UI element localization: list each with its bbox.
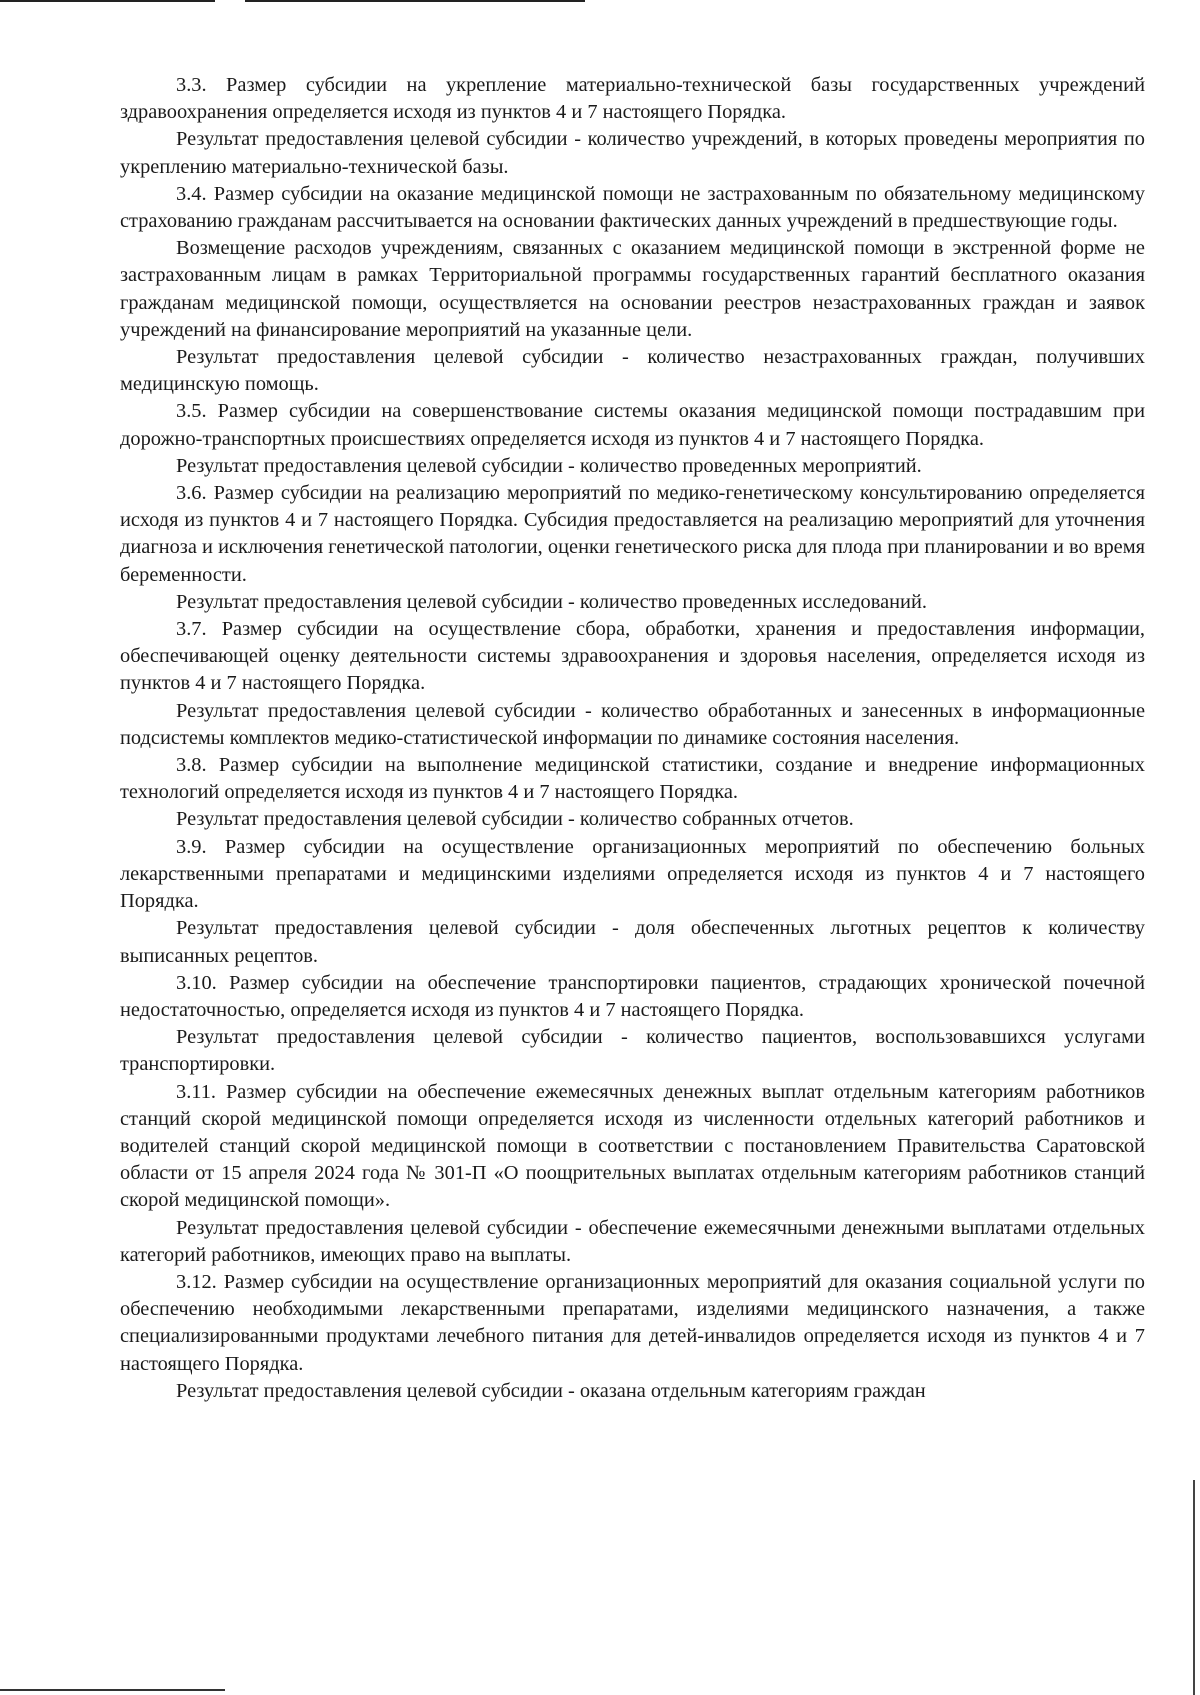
paragraph-3-3: 3.3. Размер субсидии на укрепление материально-технической базы государственных учреждений здравоохранения определяется исходя из пунктов 4 и 7 настоящего Порядка. bbox=[120, 74, 1145, 124]
paragraph-3-5-result: Результат предоставления целевой субсидии - количество проведенных мероприятий. bbox=[176, 454, 922, 477]
paragraph-3-11: 3.11. Размер субсидии на обеспечение ежемесячных денежных выплат отдельным категориям работников станций скорой медицинской помощи определяется исходя из численности отдельных категорий работников и водителей станций скорой медицинской помощи в соответствии с постановлением Правительства Саратовской области от 15 апреля 2024 года № 301-П «О поощрительных выплатах отдельным категориям работников станций скорой медицинской помощи». bbox=[120, 1080, 1145, 1212]
paragraph-3-9-result: Результат предоставления целевой субсидии - доля обеспеченных льготных рецептов к количеству выписанных рецептов. bbox=[120, 917, 1145, 967]
paragraph-3-12: 3.12. Размер субсидии на осуществление организационных мероприятий для оказания социальной услуги по обеспечению необходимыми лекарственными препаратами, изделиями медицинского назначения, а также специализированными продуктами лечебного питания для детей-инвалидов определяется исходя из пунктов 4 и 7 настоящего Порядка. bbox=[120, 1270, 1145, 1375]
paragraph-3-6-result: Результат предоставления целевой субсидии - количество проведенных исследований. bbox=[176, 590, 927, 613]
paragraph-3-8-result: Результат предоставления целевой субсидии - количество собранных отчетов. bbox=[176, 808, 854, 831]
paragraph-3-10: 3.10. Размер субсидии на обеспечение транспортировки пациентов, страдающих хронической почечной недостаточностью, определяется исходя из пунктов 4 и 7 настоящего Порядка. bbox=[120, 971, 1145, 1021]
document-page bbox=[120, 72, 1145, 1405]
paragraph-3-9: 3.9. Размер субсидии на осуществление организационных мероприятий по обеспечению больных лекарственными препаратами и медицинскими изделиями определяется исходя из пунктов 4 и 7 настоящего Порядка. bbox=[120, 835, 1145, 913]
paragraph-3-6: 3.6. Размер субсидии на реализацию мероприятий по медико-генетическому консультированию определяется исходя из пунктов 4 и 7 настоящего Порядка. Субсидия предоставляется на реализацию мероприятий для уточнения диагноза и исключения генетической патологии, оценки генетического риска для плода при планировании и во время беременности. bbox=[120, 482, 1145, 586]
paragraph-3-11-result: Результат предоставления целевой субсидии - обеспечение ежемесячными денежными выплатами отдельных категорий работников, имеющих право на выплаты. bbox=[120, 1216, 1145, 1266]
paragraph-3-12-result: Результат предоставления целевой субсидии - оказана отдельным категориям граждан bbox=[176, 1379, 926, 1402]
paragraph-3-10-result: Результат предоставления целевой субсидии - количество пациентов, воспользовавшихся услугами транспортировки. bbox=[120, 1026, 1145, 1076]
paragraph-3-7-result: Результат предоставления целевой субсидии - количество обработанных и занесенных в информационные подсистемы комплектов медико-статистической информации по динамике состояния населения. bbox=[120, 699, 1145, 749]
scan-artifact-right-line bbox=[1193, 1480, 1195, 1695]
scan-artifact-top-line bbox=[245, 0, 585, 2]
scan-artifact-bottom-line bbox=[0, 1689, 225, 1691]
paragraph-3-4-result: Результат предоставления целевой субсидии - количество незастрахованных граждан, получивших медицинскую помощь. bbox=[120, 346, 1145, 396]
paragraph-3-5: 3.5. Размер субсидии на совершенствование системы оказания медицинской помощи пострадавшим при дорожно-транспортных происшествиях определяется исходя из пунктов 4 и 7 настоящего Порядка. bbox=[120, 400, 1145, 450]
paragraph-3-7: 3.7. Размер субсидии на осуществление сбора, обработки, хранения и предоставления информации, обеспечивающей оценку деятельности системы здравоохранения и здоровья населения, определяется исходя из пунктов 4 и 7 настоящего Порядка. bbox=[120, 618, 1145, 695]
paragraph-3-4-reimbursement: Возмещение расходов учреждениям, связанных с оказанием медицинской помощи в экстренной форме не застрахованным лицам в рамках Территориальной программы государственных гарантий бесплатного оказания гражданам медицинской помощи, осуществляется на основании реестров незастрахованных граждан и заявок учреждений на финансирование мероприятий на указанные цели. bbox=[120, 237, 1145, 341]
paragraph-3-8: 3.8. Размер субсидии на выполнение медицинской статистики, создание и внедрение информационных технологий определяется исходя из пунктов 4 и 7 настоящего Порядка. bbox=[120, 754, 1145, 804]
paragraph-3-4: 3.4. Размер субсидии на оказание медицинской помощи не застрахованным по обязательному медицинскому страхованию гражданам рассчитывается на основании фактических данных учреждений в предшествующие годы. bbox=[120, 182, 1145, 233]
paragraph-3-3-result: Результат предоставления целевой субсидии - количество учреждений, в которых проведены мероприятия по укреплению материально-технической базы. bbox=[120, 128, 1145, 178]
scan-artifact-top-line bbox=[0, 0, 215, 2]
